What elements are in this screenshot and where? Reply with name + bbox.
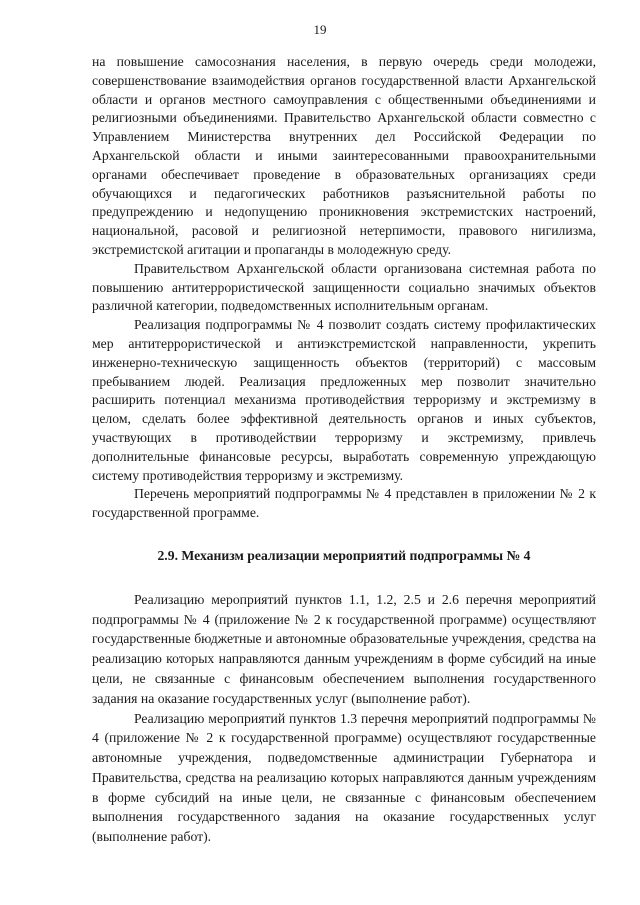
document-body <box>92 53 596 847</box>
paragraph-antiterror-work: Правительством Архангельской области организована системная работа по повышению антитеррористической защищенности социально значимых объектов различной категории, подведомственных исполнительным органам. <box>92 260 596 314</box>
paragraph-implementation-2: Реализацию мероприятий пунктов 1.3 перечня мероприятий подпрограммы № 4 (приложение № 2 к государственной программе) осуществляют государственные автономные учреждения, подведомственные администрации Губернатора и Правительства, средства на реализацию которых направляются данным учреждениям в форме субсидий на иные цели, не связанные с финансовым обеспечением выполнения государственного задания на оказание государственных услуг (выполнение работ). <box>92 710 596 845</box>
paragraph-activity-list: Перечень мероприятий подпрограммы № 4 представлен в приложении № 2 к государственной программе. <box>92 486 596 521</box>
paragraph-subprogram-results: Реализация подпрограммы № 4 позволит создать систему профилактических мер антитеррористической и антиэкстремистской направленности, укрепить инженерно-техническую защищенность объектов (территорий) с массовым пребыванием людей. Реализация предложенных мер позволит значительно расширить потенциал механизма противодействия терроризму и экстремизму в целом, сделать более эффективной деятельность органов и иных субъектов, участвующих в противодействии терроризму и экстремизму, привлечь дополнительные финансовые ресурсы, выработать современную упреждающую систему противодействия терроризму и экстремизму. <box>92 317 596 483</box>
paragraph-implementation-1: Реализацию мероприятий пунктов 1.1, 1.2, 2.5 и 2.6 перечня мероприятий подпрограммы № 4 (приложение № 2 к государственной программе) осуществляют государственные бюджетные и автономные образовательные учреждения, средства на реализацию которых направляются данным учреждениям в форме субсидий на иные цели, не связанные с финансовым обеспечением выполнения государственного задания на оказание государственных услуг (выполнение работ). <box>92 591 596 706</box>
paragraph-continuation: на повышение самосознания населения, в первую очередь среди молодежи, совершенствование взаимодействия органов государственной власти Архангельской области и органов местного самоуправления с общественными объединениями и религиозными объединениями. Правительство Архангельской области совместно с Управлением Министерства внутренних дел Российской Федерации по Архангельской области и иными заинтересованными правоохранительными органами обеспечивает проведение в образовательных организациях среди обучающихся и педагогических работников разъяснительной работы по предупреждению и недопущению проникновения экстремистских настроений, национальной, расовой и религиозной нетерпимости, правового нигилизма, экстремистской агитации и пропаганды в молодежную среду. <box>92 54 596 257</box>
page-number: 19 <box>313 22 327 37</box>
section-heading: 2.9. Механизм реализации мероприятий подпрограммы № 4 <box>157 547 531 563</box>
